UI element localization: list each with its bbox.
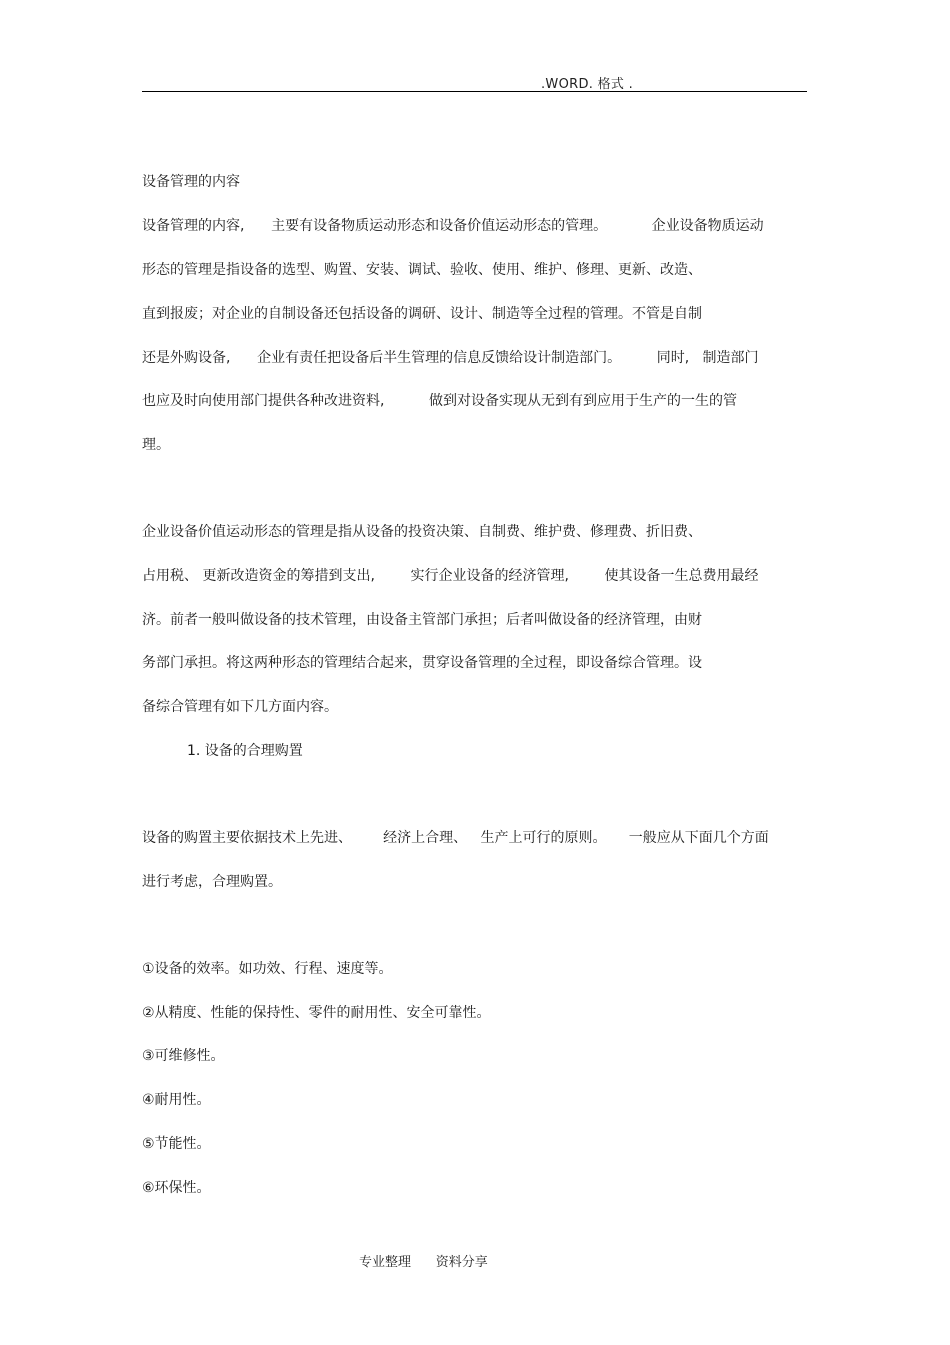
list-item: ③可维修性。 [142,1048,225,1064]
paragraph-line: 设备的购置主要依据技术上先进、 经济上合理、 生产上可行的原则。 一般应从下面几个方面 [142,830,769,846]
list-item: ①设备的效率。如功效、行程、速度等。 [142,961,393,977]
paragraph-line: 占用税、 更新改造资金的筹措到支出, 实行企业设备的经济管理, 使其设备一生总费用最经 [142,568,759,584]
page-footer: 专业整理 资料分享 [359,1255,488,1270]
paragraph-line: 济。前者一般叫做设备的技术管理，由设备主管部门承担；后者叫做设备的经济管理，由财 [142,612,702,628]
paragraph-line: 进行考虑，合理购置。 [142,874,282,890]
list-item: ⑥环保性。 [142,1180,211,1196]
list-item: ⑤节能性。 [142,1136,211,1152]
list-item: ④耐用性。 [142,1092,211,1108]
paragraph-line: 形态的管理是指设备的选型、购置、安装、调试、验收、使用、维护、修理、更新、改造、 [142,262,702,278]
paragraph-line: 备综合管理有如下几方面内容。 [142,699,338,715]
header-rule [142,91,807,92]
list-item: ②从精度、性能的保持性、零件的耐用性、安全可靠性。 [142,1005,491,1021]
paragraph-line: 设备管理的内容, 主要有设备物质运动形态和设备价值运动形态的管理。 企业设备物质运动 [142,218,764,234]
paragraph-line: 也应及时向使用部门提供各种改进资料, 做到对设备实现从无到有到应用于生产的一生的管 [142,393,737,409]
paragraph-line: 企业设备价值运动形态的管理是指从设备的投资决策、自制费、维护费、修理费、折旧费、 [142,524,702,540]
paragraph-line: 直到报废；对企业的自制设备还包括设备的调研、设计、制造等全过程的管理。不管是自制 [142,306,702,322]
section-heading: 1. 设备的合理购置 [187,743,303,759]
paragraph-line: 务部门承担。将这两种形态的管理结合起来，贯穿设备管理的全过程，即设备综合管理。设 [142,655,702,671]
document-title: 设备管理的内容 [142,174,240,190]
paragraph-line: 理。 [142,437,170,453]
header-label: .WORD. 格式 . [541,77,634,92]
paragraph-line: 还是外购设备, 企业有责任把设备后半生管理的信息反馈给设计制造部门。 同时, 制造部门 [142,350,759,366]
